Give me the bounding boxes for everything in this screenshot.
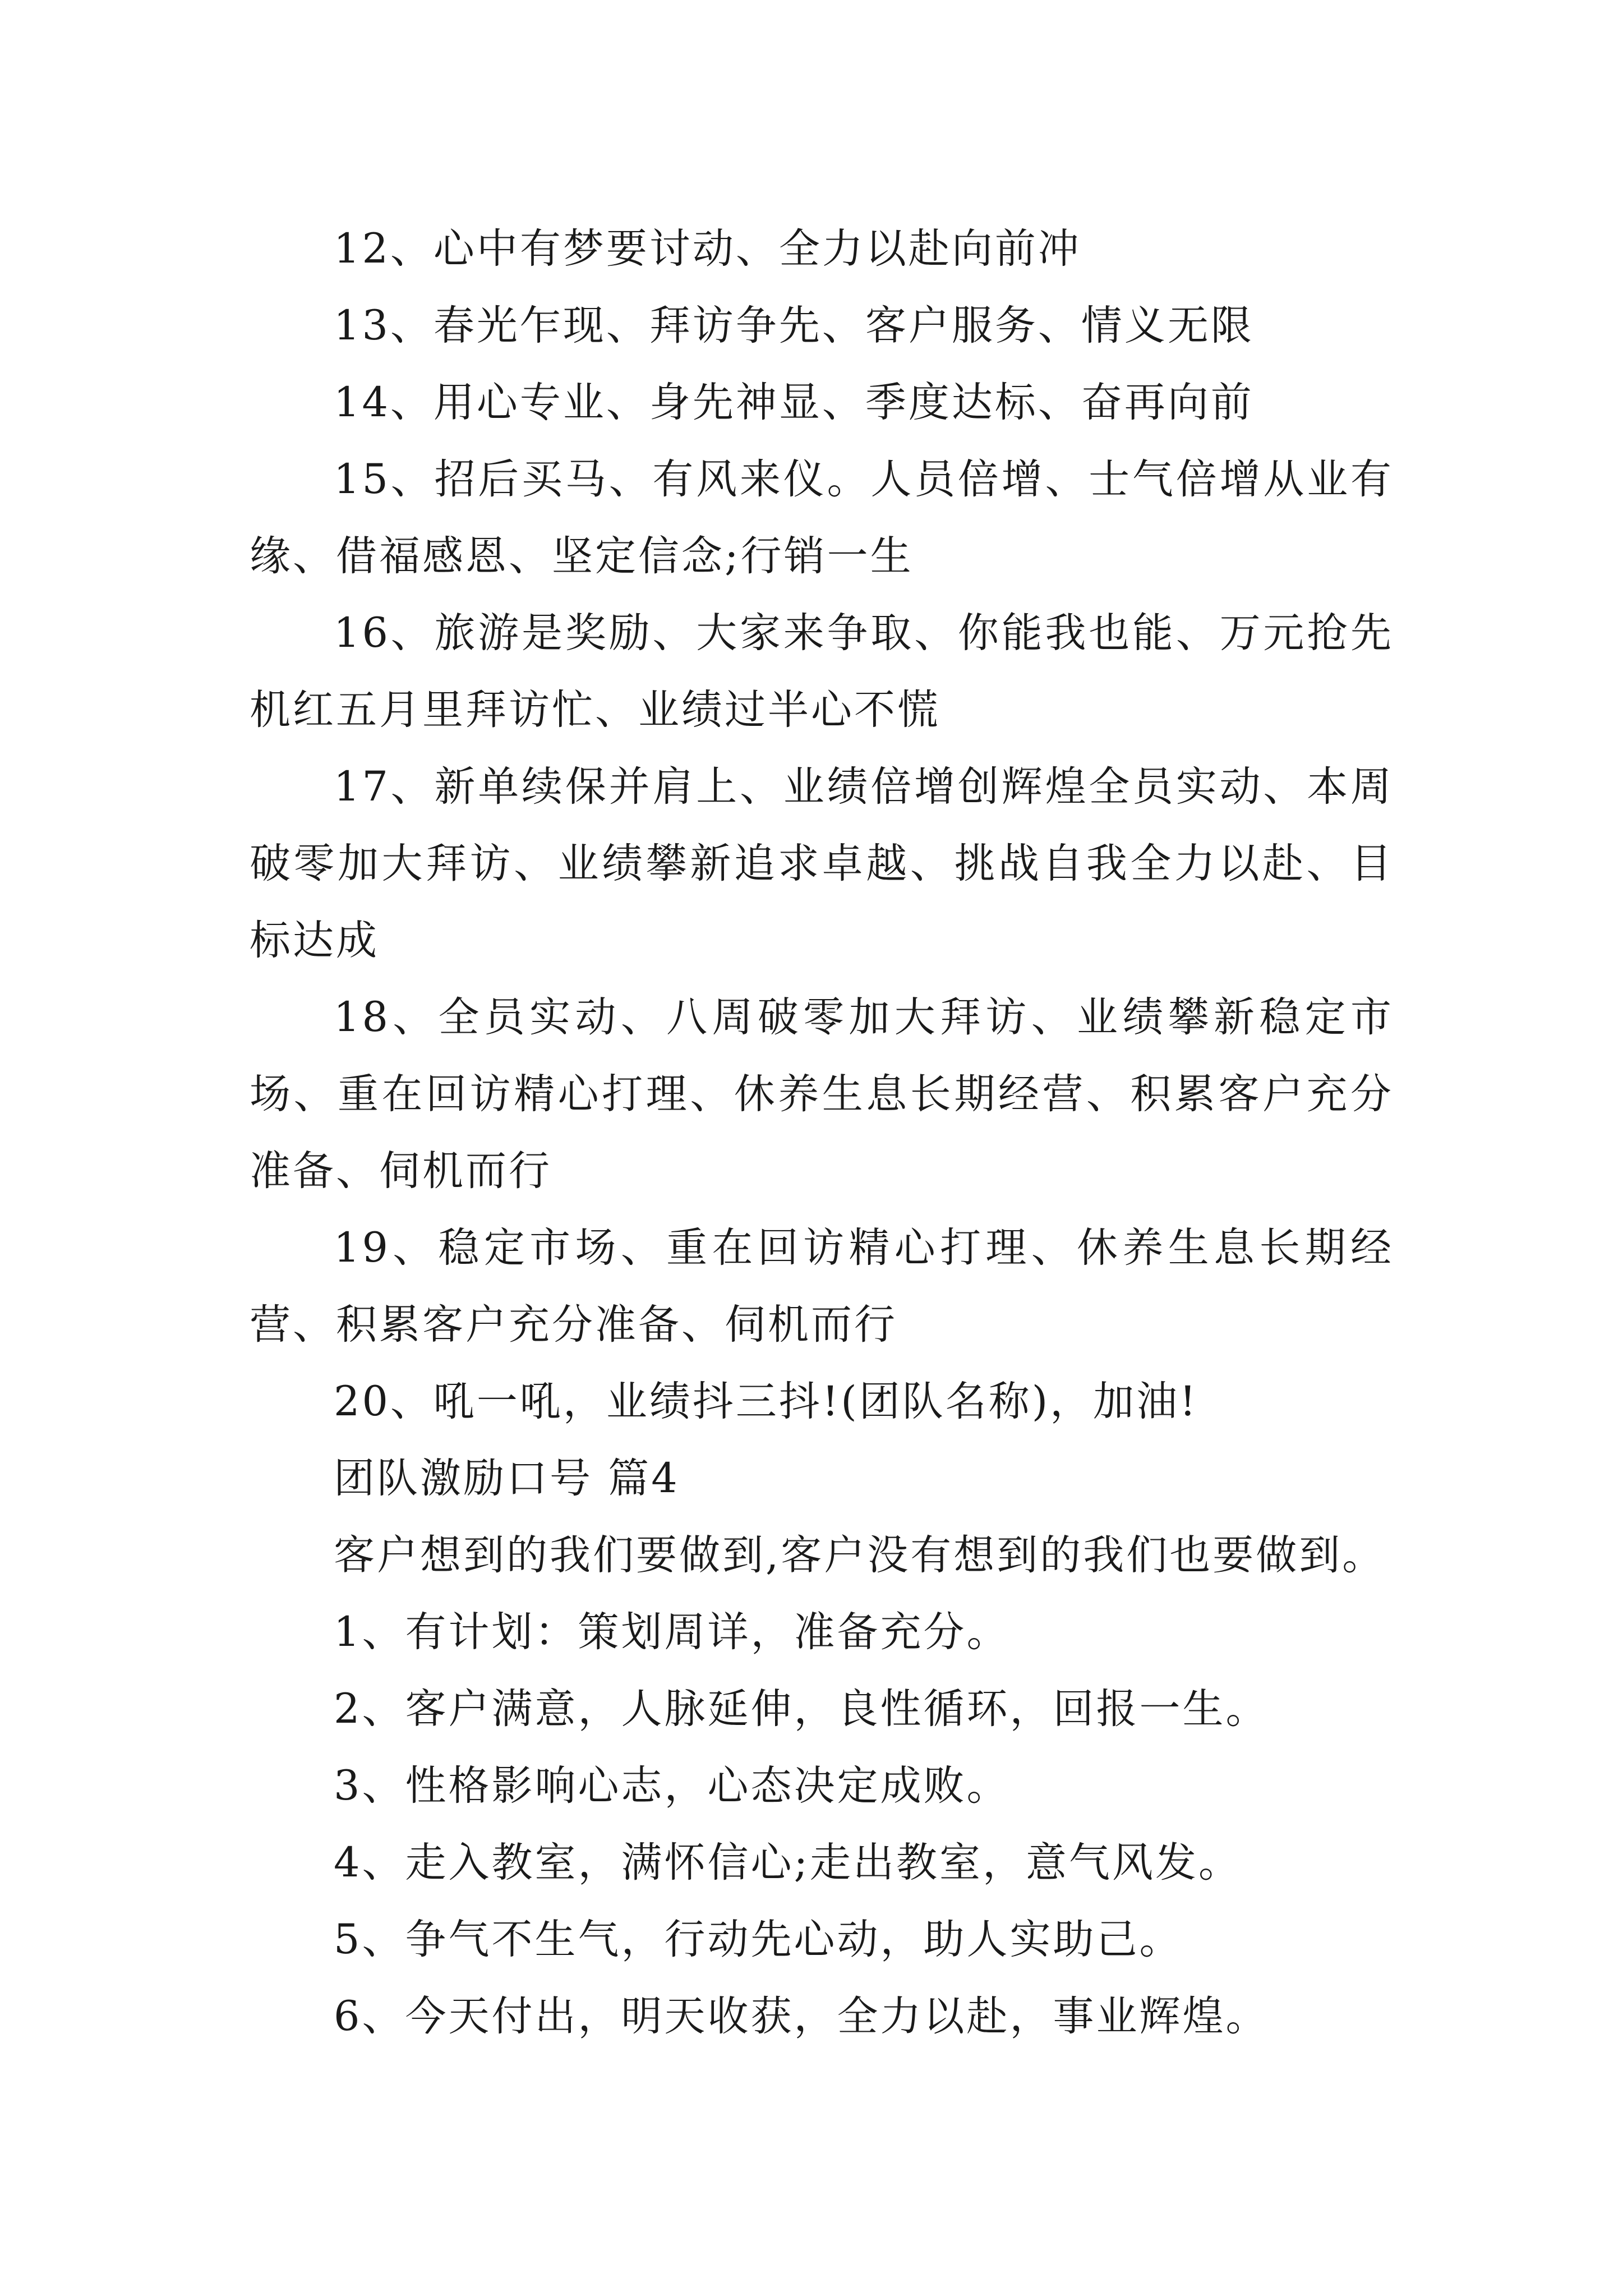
paragraph-intro: 客户想到的我们要做到,客户没有想到的我们也要做到。: [334, 1531, 1386, 1579]
paragraph-slogan-14: 14、用心专业、身先神显、季度达标、奋再向前: [334, 379, 1254, 426]
paragraph-slogan-17: 17、新单续保并肩上、业绩倍增创辉煌全员实动、本周破零加大拜访、业绩攀新追求卓越、挑战自我全力以赴、目标达成: [250, 763, 1394, 964]
paragraph-item-4: 4、走入教室，满怀信心;走出教室，意气风发。: [334, 1839, 1242, 1887]
paragraph-slogan-15: 15、招后买马、有风来仪。人员倍增、士气倍增从业有缘、借福感恩、坚定信念;行销一生: [250, 455, 1394, 580]
paragraph-item-2: 2、客户满意，人脉延伸，良性循环，回报一生。: [334, 1685, 1269, 1733]
document-body: [250, 210, 1394, 2055]
paragraph-slogan-18: 18、全员实动、八周破零加大拜访、业绩攀新稳定市场、重在回访精心打理、休养生息长期经营、积累客户充分准备、伺机而行: [250, 993, 1394, 1195]
paragraph-slogan-19: 19、稳定市场、重在回访精心打理、休养生息长期经营、积累客户充分准备、伺机而行: [250, 1224, 1394, 1349]
paragraph-item-6: 6、今天付出，明天收获，全力以赴，事业辉煌。: [334, 1993, 1269, 2040]
paragraph-slogan-12: 12、心中有梦要讨动、全力以赴向前冲: [334, 225, 1081, 273]
paragraph-item-5: 5、争气不生气，行动先心动，助人实助己。: [334, 1916, 1183, 1963]
paragraph-slogan-13: 13、春光乍现、拜访争先、客户服务、情义无限: [334, 302, 1254, 349]
paragraph-item-3: 3、性格影响心志，心态决定成败。: [334, 1762, 1010, 1810]
paragraph-slogan-20: 20、吼一吼，业绩抖三抖!(团队名称)，加油!: [334, 1378, 1198, 1425]
section-heading: 团队激励口号 篇4: [334, 1455, 680, 1502]
paragraph-slogan-16: 16、旅游是奖励、大家来争取、你能我也能、万元抢先机红五月里拜访忙、业绩过半心不慌: [250, 609, 1394, 734]
paragraph-item-1: 1、有计划：策划周详，准备充分。: [334, 1608, 1010, 1656]
